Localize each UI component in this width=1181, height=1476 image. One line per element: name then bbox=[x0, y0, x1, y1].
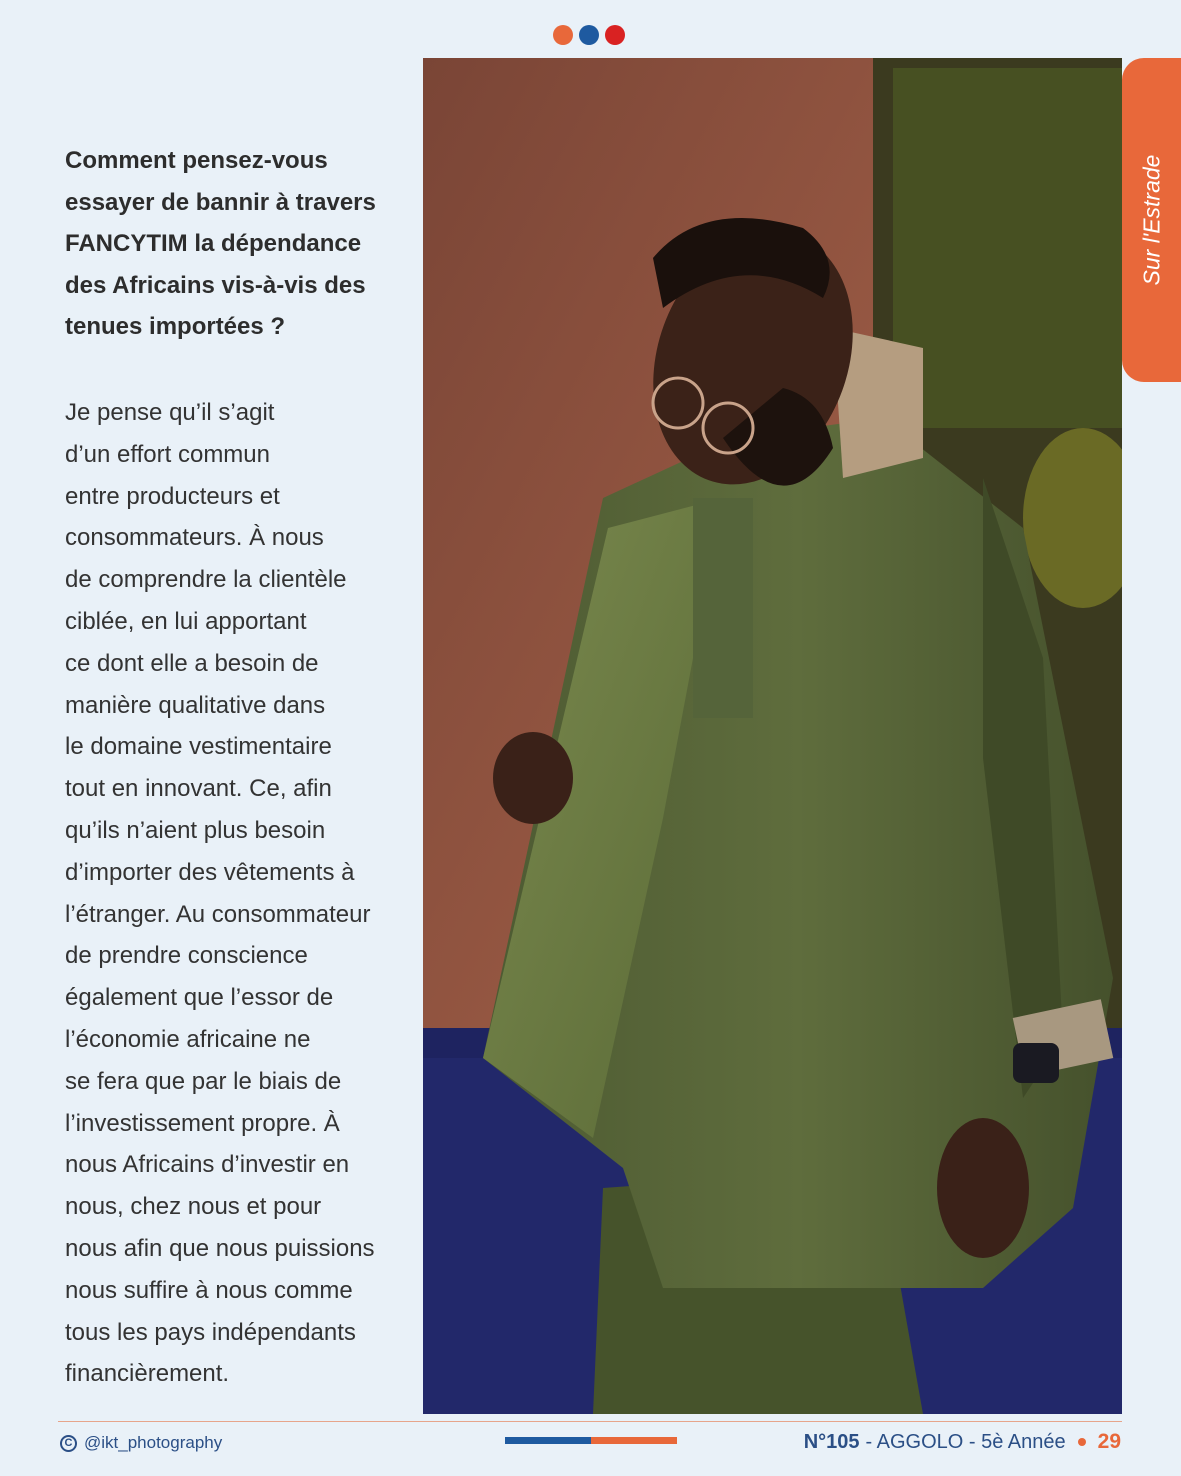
red-dot bbox=[605, 25, 625, 45]
header-dots bbox=[553, 25, 625, 45]
photo-illustration bbox=[423, 58, 1122, 1414]
article-column bbox=[65, 140, 415, 1388]
fashion-photo bbox=[423, 58, 1122, 1414]
section-tab bbox=[1122, 58, 1181, 382]
photo-credit bbox=[60, 1433, 222, 1453]
issue-details: - AGGOLO - 5è Année bbox=[865, 1430, 1066, 1453]
issue-number: N°105 bbox=[803, 1430, 860, 1453]
photo-credit-text: @ikt_photography bbox=[84, 1433, 223, 1452]
footer-bar-orange bbox=[591, 1437, 677, 1444]
issue-bullet bbox=[1078, 1438, 1086, 1446]
copyright-icon: C bbox=[60, 1435, 77, 1452]
issue-info bbox=[804, 1430, 1121, 1454]
footer-bar-blue bbox=[505, 1437, 591, 1444]
interview-answer: Je pense qu’il s’agit d’un effort commun entre producteurs et consommateurs. À nous de comprendre la clientèle ciblée, en lui apportant ce dont elle a besoin de manière qualitative dans le domaine vestimentaire tout en innovant. Ce, afin qu’ils n’aient plus besoin d’importer des vêtements à l’étranger. Au consommateur de prendre conscience également que l’essor de l’économie africaine ne se fera que par le biais de l’investissement propre. À nous Africains d’investir en nous, chez nous et pour nous afin que nous puissions nous suffire à nous comme tous les pays indépendants financièrement. bbox=[65, 399, 375, 1388]
interview-question: Comment pensez-vous essayer de bannir à travers FANCYTIM la dépendance des Africains vis-à-vis des tenues importées ? bbox=[65, 147, 376, 341]
orange-dot bbox=[553, 25, 573, 45]
footer-divider bbox=[58, 1421, 1122, 1422]
blue-dot bbox=[579, 25, 599, 45]
section-tab-label: Sur l'Estrade bbox=[1138, 154, 1164, 286]
page-number: 29 bbox=[1097, 1430, 1121, 1453]
